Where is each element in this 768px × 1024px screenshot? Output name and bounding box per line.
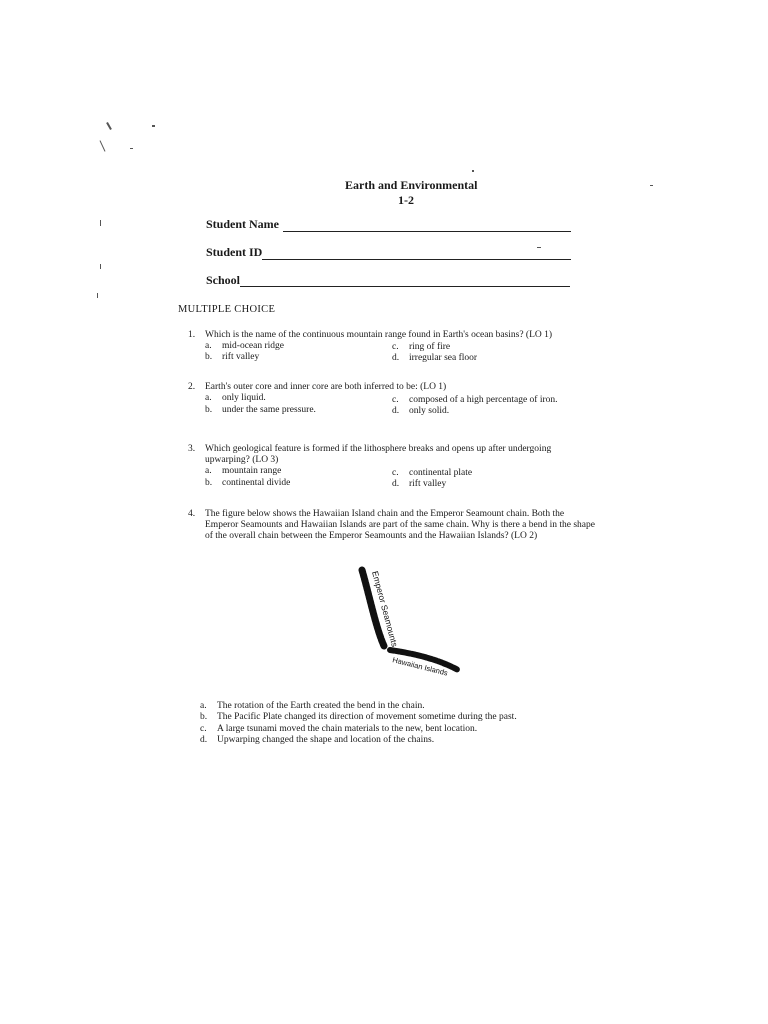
option-letter: d. bbox=[392, 406, 400, 416]
option-letter: b. bbox=[205, 405, 213, 415]
option-text[interactable]: only liquid. bbox=[222, 393, 266, 403]
school-label: School bbox=[206, 273, 241, 287]
option-text[interactable]: only solid. bbox=[409, 406, 450, 416]
option-text[interactable]: Upwarping changed the shape and location of the chains. bbox=[217, 735, 435, 745]
hawaiian-islands-label: Hawaiian Islands bbox=[391, 655, 449, 678]
scan-speck bbox=[100, 220, 101, 226]
student-name-label: Student Name bbox=[206, 217, 280, 231]
option-letter: c. bbox=[200, 724, 207, 734]
question-text: Which is the name of the continuous mountain range found in Earth's ocean basins? (LO 1) bbox=[205, 330, 553, 340]
option-letter: b. bbox=[200, 712, 208, 722]
scan-speck bbox=[472, 170, 474, 172]
option-text[interactable]: rift valley bbox=[409, 479, 447, 489]
option-text[interactable]: irregular sea floor bbox=[409, 353, 478, 363]
option-text[interactable]: continental plate bbox=[409, 468, 473, 478]
student-name-field[interactable] bbox=[283, 231, 571, 232]
option-letter: d. bbox=[392, 479, 400, 489]
question-text: of the overall chain between the Emperor Seamounts and the Hawaiian Islands? (LO 2) bbox=[205, 531, 538, 541]
section-heading: MULTIPLE CHOICE bbox=[178, 304, 276, 315]
question-text: upwarping? (LO 3) bbox=[205, 455, 279, 465]
question-text: Earth's outer core and inner core are both inferred to be: (LO 1) bbox=[205, 382, 447, 392]
student-id-field[interactable] bbox=[262, 259, 571, 260]
option-letter: b. bbox=[205, 352, 213, 362]
school-field[interactable] bbox=[240, 286, 570, 287]
student-id-label: Student ID bbox=[206, 245, 263, 259]
option-text[interactable]: A large tsunami moved the chain materials to the new, bent location. bbox=[217, 724, 478, 734]
option-text[interactable]: composed of a high percentage of iron. bbox=[409, 395, 558, 405]
option-letter: a. bbox=[205, 341, 212, 351]
page-subtitle: 1-2 bbox=[398, 193, 414, 207]
scan-speck bbox=[537, 247, 541, 248]
question-text: The figure below shows the Hawaiian Island chain and the Emperor Seamount chain. Both the bbox=[205, 509, 565, 519]
scan-speck bbox=[97, 293, 98, 298]
question-number: 2. bbox=[188, 382, 196, 392]
option-letter: a. bbox=[205, 466, 212, 476]
option-text[interactable]: rift valley bbox=[222, 352, 260, 362]
option-text[interactable]: ring of fire bbox=[409, 342, 451, 352]
seamount-chain-figure bbox=[340, 558, 480, 698]
option-letter: c. bbox=[392, 468, 399, 478]
scan-speck bbox=[650, 185, 653, 186]
scan-speck bbox=[106, 122, 112, 130]
emperor-seamounts-label: Emperor Seamounts bbox=[370, 569, 400, 648]
option-letter: c. bbox=[392, 342, 399, 352]
question-number: 1. bbox=[188, 330, 196, 340]
scan-speck bbox=[130, 148, 133, 149]
question-number: 4. bbox=[188, 509, 196, 519]
question-text: Emperor Seamounts and Hawaiian Islands are part of the same chain. Why is there a bend in the shape bbox=[205, 520, 595, 530]
option-text[interactable]: continental divide bbox=[222, 478, 291, 488]
option-letter: d. bbox=[392, 353, 400, 363]
option-text[interactable]: under the same pressure. bbox=[222, 405, 316, 415]
question-text: Which geological feature is formed if the lithosphere breaks and opens up after undergoing bbox=[205, 444, 552, 454]
option-letter: a. bbox=[200, 701, 207, 711]
scan-speck bbox=[100, 140, 106, 151]
scan-speck bbox=[100, 264, 101, 269]
page-title: Earth and Environmental bbox=[345, 178, 478, 192]
option-letter: d. bbox=[200, 735, 208, 745]
option-text[interactable]: mid-ocean ridge bbox=[222, 341, 284, 351]
option-text[interactable]: The rotation of the Earth created the bend in the chain. bbox=[217, 701, 425, 711]
option-letter: a. bbox=[205, 393, 212, 403]
scan-speck bbox=[152, 125, 155, 127]
option-text[interactable]: mountain range bbox=[222, 466, 282, 476]
option-letter: b. bbox=[205, 478, 213, 488]
option-letter: c. bbox=[392, 395, 399, 405]
question-number: 3. bbox=[188, 444, 196, 454]
option-text[interactable]: The Pacific Plate changed its direction of movement sometime during the past. bbox=[217, 712, 517, 722]
